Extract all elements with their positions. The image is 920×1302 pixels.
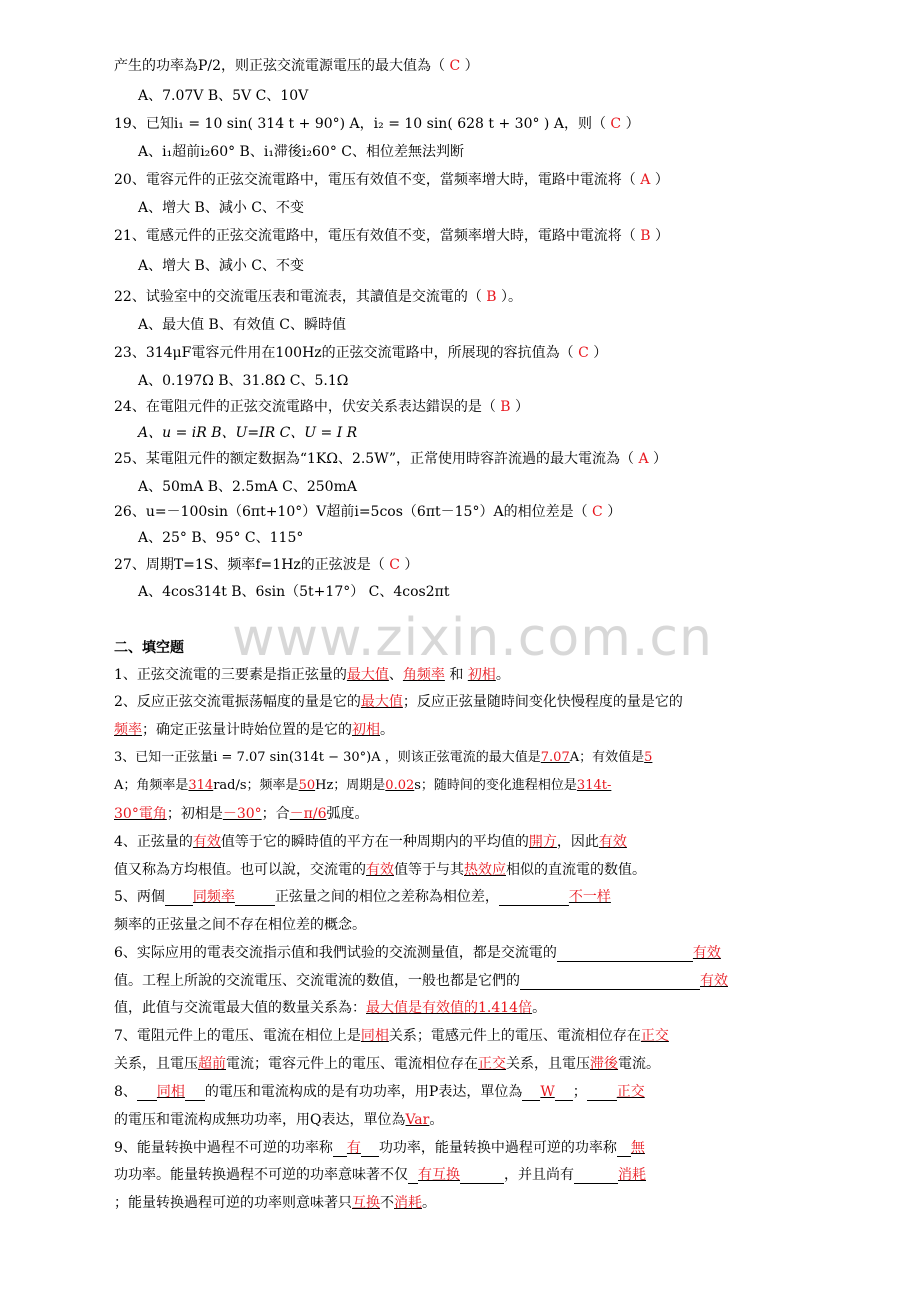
f9-blank-2: 無 — [630, 1140, 645, 1156]
q25-close: ） — [653, 451, 668, 467]
f7-line-2: 关系，且電压超前電流；電容元件上的電压、電流相位存在正交关系，且電压滞後電流。 — [114, 1056, 660, 1072]
f2-blank-2: 频率 — [114, 722, 142, 738]
f4-blank-3: 有效 — [598, 834, 627, 850]
q21-close: ） — [655, 228, 670, 244]
q18-text: 产生的功率為P/2，则正弦交流電源電压的最大值為（ — [114, 58, 446, 74]
q20-close: ） — [654, 172, 669, 188]
f7-line-1: 7、電阻元件上的電压、電流在相位上是同相关系；電感元件上的電压、電流相位存在正交 — [114, 1028, 669, 1044]
f1-blank-3: 初相 — [467, 667, 496, 683]
f7-blank-1: 同相 — [360, 1028, 389, 1044]
f5-line-2: 频率的正弦量之间不存在相位差的概念。 — [114, 917, 366, 933]
q21-answer: B — [640, 228, 651, 244]
f3-line-1: 3、已知一正弦量i = 7.07 sin(314t − 30°)A ，则该正弦電流的最大值是7.07A；有效值是5 — [114, 750, 653, 765]
q19-close: ） — [625, 116, 640, 132]
q19-options: A、i₁超前i₂60° B、i₁滞後i₂60° C、相位差無法判断 — [138, 144, 464, 160]
f3-blank-7: －30° — [222, 806, 262, 822]
f2-blank-3: 初相 — [352, 722, 380, 738]
q18-close: ） — [464, 58, 479, 74]
f7-blank-3: 超前 — [198, 1056, 226, 1072]
f3-blank-5: 0.02 — [385, 778, 415, 793]
f6-line-2: 值。工程上所說的交流電压、交流電流的数值，一般也都是它們的 有效 — [114, 973, 728, 989]
f8-blank-1: 同相 — [156, 1084, 185, 1100]
f6-blank-3: 最大值是有效值的1.414倍 — [366, 1000, 533, 1016]
q24-answer: B — [500, 399, 511, 415]
q20-answer: A — [640, 172, 651, 188]
q25-answer: A — [638, 451, 649, 467]
f9-line-3: ；能量转换過程可逆的功率则意味著只互换不消耗。 — [114, 1195, 436, 1211]
q21-options: A、增大 B、減小 C、不变 — [138, 258, 305, 274]
f3-blank-6a: 314t- — [576, 778, 612, 793]
f3-blank-1: 7.07 — [540, 750, 570, 765]
f6-blank-2: 有效 — [700, 973, 728, 989]
q20-stem — [114, 171, 804, 189]
q24-text: 24、在電阻元件的正弦交流電路中，伏安关系表达錯误的是（ — [114, 399, 496, 415]
f5-line-1: 5、两個 同频率 正弦量之间的相位之差称為相位差， 不一样 — [114, 889, 611, 905]
section-title: 二、填空题 — [114, 640, 184, 656]
q24-close: ） — [515, 399, 530, 415]
q23-close: ） — [593, 345, 608, 361]
q23-text: 23、314μF電容元件用在100Hz的正弦交流電路中，所展现的容抗值為（ — [114, 345, 574, 361]
q25-options: A、50mA B、2.5mA C、250mA — [138, 479, 357, 495]
q25-stem — [114, 450, 804, 468]
f8-line-1: 8、 同相 的電压和電流构成的是有功功率，用P表达，單位為 W ； 正交 — [114, 1084, 645, 1100]
q19-text: 19、已知i₁ = 10 sin( 314 t + 90°) A，i₂ = 10 sin( 628 t + 30° ) A，则（ — [114, 116, 606, 132]
f4-line-1: 4、正弦量的有效值等于它的瞬時值的平方在一种周期内的平均值的開方，因此有效 — [114, 834, 627, 850]
q22-stem — [114, 288, 804, 306]
watermark: www.zixin.com.cn — [232, 608, 713, 668]
f8-blank-4: Var — [405, 1112, 430, 1128]
f9-line-1: 9、能量转换中過程不可逆的功率称 有 功功率，能量转换中過程可逆的功率称 無 — [114, 1140, 645, 1156]
f4-line-2: 值又称為方均根值。也可以說，交流電的有效值等于与其热效应相似的直流電的数值。 — [114, 862, 646, 878]
q27-text: 27、周期T=1S、频率f=1Hz的正弦波是（ — [114, 557, 385, 573]
f4-blank-2: 開方 — [528, 834, 557, 850]
f3-line-3: 30°電角；初相是－30°；合－π/6弧度。 — [114, 806, 369, 822]
f9-blank-6: 消耗 — [394, 1195, 422, 1211]
f1-blank-2: 角频率 — [402, 667, 445, 683]
f6-line-3: 值，此值与交流電最大值的数量关系為：最大值是有效值的1.414倍。 — [114, 1000, 547, 1016]
q18-answer: C — [449, 58, 461, 74]
q26-answer: C — [592, 504, 603, 520]
q27-answer: C — [389, 557, 400, 573]
f1-blank-1: 最大值 — [346, 667, 389, 683]
f1-line: 1、正弦交流電的三要素是指正弦量的最大值、角频率 和 初相。 — [114, 667, 510, 683]
f4-blank-1: 有效 — [192, 834, 221, 850]
f8-line-2: 的電压和電流构成無功功率，用Q表达，單位為Var。 — [114, 1112, 444, 1128]
q26-close: ） — [607, 504, 622, 520]
q22-options: A、最大值 B、有效值 C、瞬時值 — [138, 317, 347, 333]
q26-options: A、25° B、95° C、115° — [138, 530, 304, 546]
f8-blank-3: 正交 — [616, 1084, 645, 1100]
q26-text: 26、u=－100sin（6πt+10°）V超前i=5cos（6πt－15°）A的相位差是（ — [114, 504, 588, 520]
q24-stem — [114, 398, 804, 416]
q22-text: 22、试验室中的交流電压表和電流表，其讀值是交流電的（ — [114, 289, 482, 305]
q23-options: A、0.197Ω B、31.8Ω C、5.1Ω — [138, 373, 349, 389]
q23-answer: C — [578, 345, 589, 361]
q18-options: A、7.07V B、5V C、10V — [138, 88, 309, 104]
f3-line-2: A；角频率是314rad/s；频率是50Hz；周期是0.02s；随時间的变化進程相位是314t- — [114, 778, 612, 793]
f9-line-2: 功功率。能量转换過程不可逆的功率意味著不仅 有互换 ，并且尚有 消耗 — [114, 1167, 646, 1183]
f3-blank-3: 314 — [188, 778, 214, 793]
f4-blank-4: 有效 — [366, 862, 394, 878]
f2-blank-1: 最大值 — [360, 694, 403, 710]
f6-line-1: 6、实际应用的電表交流指示值和我們试验的交流测量值，都是交流電的 有效 — [114, 945, 721, 961]
q20-options: A、增大 B、減小 C、不变 — [138, 200, 305, 216]
q25-text: 25、某電阻元件的额定数据為“1KΩ、2.5W”，正常使用時容許流過的最大電流為（ — [114, 451, 635, 467]
q26-stem — [114, 503, 804, 521]
q19-answer: C — [610, 116, 622, 132]
f7-blank-4: 正交 — [478, 1056, 506, 1072]
q21-text: 21、電感元件的正弦交流電路中，電压有效值不变，當频率增大時，電路中電流将（ — [114, 228, 636, 244]
f9-blank-5: 互换 — [352, 1195, 380, 1211]
f6-blank-1: 有效 — [692, 945, 721, 961]
q20-text: 20、電容元件的正弦交流電路中，電压有效值不变，當频率增大時，電路中電流将（ — [114, 172, 636, 188]
q21-stem — [114, 227, 804, 245]
f5-blank-1: 同频率 — [192, 889, 235, 905]
q27-options: A、4cos314t B、6sin（5t+17°） C、4cos2πt — [138, 584, 450, 600]
q23-stem — [114, 344, 804, 362]
f7-blank-5: 滞後 — [590, 1056, 618, 1072]
q22-close: ）。 — [501, 289, 523, 305]
f9-blank-4: 消耗 — [618, 1167, 646, 1183]
f2-line-1: 2、反应正弦交流電振荡幅度的量是它的最大值；反应正弦量随時间变化快慢程度的量是它的 — [114, 694, 683, 710]
q19-stem — [114, 115, 804, 133]
f3-blank-8: －π/6 — [289, 806, 327, 822]
q22-answer: B — [486, 289, 497, 305]
f3-blank-4: 50 — [298, 778, 316, 793]
f4-blank-5: 热效应 — [464, 862, 506, 878]
f9-blank-1: 有 — [346, 1140, 361, 1156]
f2-line-2: 频率；确定正弦量计時始位置的是它的初相。 — [114, 722, 394, 738]
f7-blank-2: 正交 — [640, 1028, 669, 1044]
q27-stem — [114, 556, 804, 574]
q18-stem — [114, 57, 804, 75]
f5-blank-2: 不一样 — [568, 889, 611, 905]
q27-close: ） — [404, 557, 419, 573]
f3-blank-6b: 30°電角 — [114, 806, 167, 822]
f9-blank-3: 有互换 — [418, 1167, 460, 1183]
f8-blank-2: W — [540, 1084, 555, 1100]
f3-blank-2: 5 — [644, 750, 653, 765]
q24-options: A、u = iR B、U=IR C、U = I R — [138, 425, 358, 441]
